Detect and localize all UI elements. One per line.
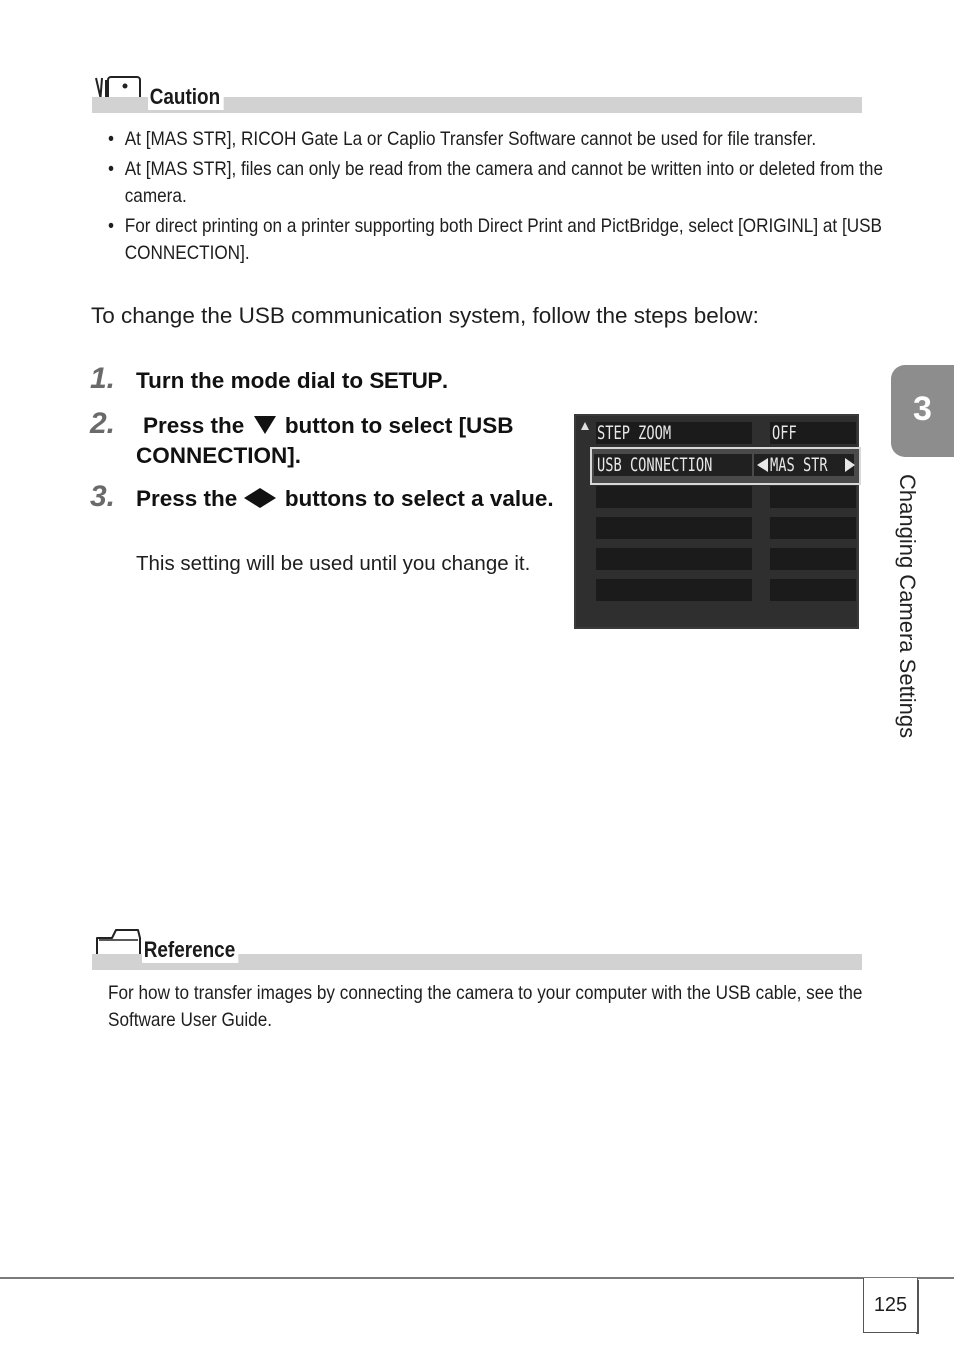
step-text-part: Press the <box>143 413 251 438</box>
caution-section <box>0 0 954 1</box>
lcd-label-cell <box>596 517 752 539</box>
step-3-text <box>136 484 556 514</box>
lcd-value-cell <box>770 517 856 539</box>
step-text-part: buttons to select a value. <box>278 486 554 511</box>
step-text-part: Press the <box>136 486 244 511</box>
step-number: 3. <box>90 480 116 513</box>
lcd-row-empty <box>596 548 859 574</box>
footer-rule <box>0 1277 954 1279</box>
lcd-label-cell <box>596 486 752 508</box>
step-text-part: Turn the mode dial to <box>136 368 370 393</box>
lcd-label: STEP ZOOM <box>597 422 672 444</box>
step-1-text <box>136 366 448 396</box>
lcd-row-empty <box>596 517 859 543</box>
down-arrow-icon <box>254 416 276 434</box>
scroll-up-icon <box>581 422 589 430</box>
lcd-right-arrow-icon <box>845 458 855 472</box>
lcd-row-usb-connection <box>594 454 857 480</box>
chapter-number: 3 <box>913 390 932 428</box>
caution-bullet: • At [MAS STR], RICOH Gate La or Caplio Transfer Software cannot be used for file transfer. <box>108 126 886 153</box>
chapter-tab <box>891 365 954 457</box>
page-number: 125 <box>873 1294 908 1316</box>
reference-body: For how to transfer images by connecting the camera to your computer with the USB cable, see the Software User Guide. <box>108 982 863 1031</box>
lcd-panel <box>576 416 857 627</box>
caution-bullet: • For direct printing on a printer supporting both Direct Print and PictBridge, select [ORIGINL] at [USB CONNECTION]. <box>108 213 886 267</box>
left-arrow-icon <box>244 488 260 508</box>
lcd-value: MAS STR <box>770 454 828 476</box>
chapter-side-label: Changing Camera Settings <box>895 474 920 739</box>
lcd-value: OFF <box>772 422 797 444</box>
step-text-part: button to select [USB CONNECTION]. <box>136 413 514 468</box>
step-2-text <box>136 411 566 471</box>
reference-title: Reference <box>142 937 239 963</box>
right-arrow-icon <box>260 488 276 508</box>
step-number: 1. <box>90 362 116 395</box>
caution-bullet: • At [MAS STR], files can only be read from the camera and cannot be written into or deleted from the camera. <box>108 156 886 210</box>
caution-title: Caution <box>148 84 224 110</box>
lcd-row-empty <box>596 486 859 512</box>
lcd-row-empty <box>596 579 859 605</box>
step-text-part: . <box>441 368 449 393</box>
intro-text: To change the USB communication system, follow the steps below: <box>91 303 759 328</box>
caution-list <box>108 126 884 270</box>
lcd-left-arrow-icon <box>757 458 769 472</box>
page-number-box <box>863 1278 918 1333</box>
lcd-value-cell <box>770 548 856 570</box>
lcd-label-cell <box>596 579 752 601</box>
lcd-label: USB CONNECTION <box>597 454 713 476</box>
step-3-body: This setting will be used until you change it. <box>136 552 531 575</box>
step-number: 2. <box>90 407 116 440</box>
lcd-row-step-zoom <box>596 422 859 448</box>
lcd-value-cell <box>770 579 856 601</box>
camera-lcd-screen <box>574 414 859 629</box>
lcd-value-cell <box>770 486 856 508</box>
lcd-label-cell <box>596 548 752 570</box>
setup-mode-word: SETUP <box>369 368 442 393</box>
